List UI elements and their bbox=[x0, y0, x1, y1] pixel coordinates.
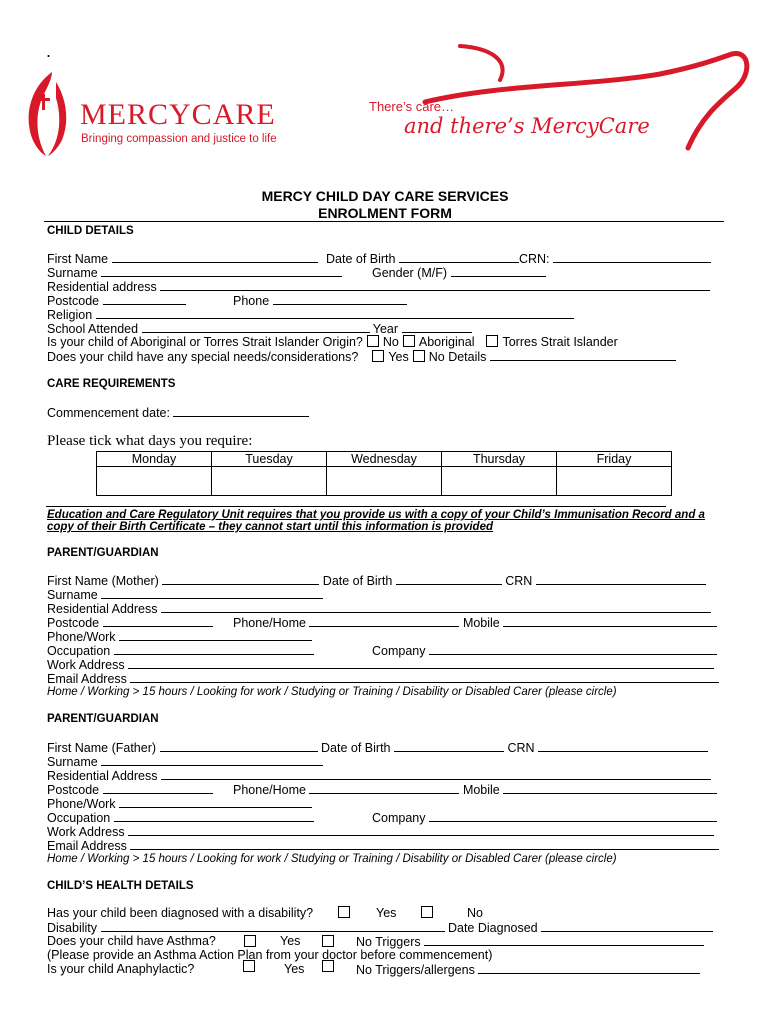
father-phone-home-field[interactable] bbox=[309, 782, 459, 794]
mother-first-name-label: First Name (Mother) bbox=[47, 574, 159, 588]
anaphylactic-yes-checkbox[interactable] bbox=[243, 960, 255, 972]
father-work-address-label: Work Address bbox=[47, 825, 125, 839]
child-crn-field[interactable] bbox=[553, 251, 711, 263]
child-postcode-field[interactable] bbox=[103, 293, 186, 305]
asthma-question: Does your child have Asthma? bbox=[47, 934, 216, 948]
mother-surname-field[interactable] bbox=[101, 587, 323, 599]
title-divider bbox=[44, 221, 724, 222]
child-school-field[interactable] bbox=[142, 321, 370, 333]
health-heading: CHILD’S HEALTH DETAILS bbox=[47, 880, 194, 892]
asthma-note: (Please provide an Asthma Action Plan from your doctor before commencement) bbox=[47, 948, 493, 962]
father-first-name-field[interactable] bbox=[160, 740, 318, 752]
father-postcode-field[interactable] bbox=[103, 782, 213, 794]
day-tick-cell[interactable] bbox=[97, 467, 212, 496]
mercycare-logo-icon bbox=[22, 68, 74, 158]
asthma-triggers-field[interactable] bbox=[424, 934, 704, 946]
anaphylactic-triggers-field[interactable] bbox=[478, 962, 700, 974]
child-address-field[interactable] bbox=[160, 279, 710, 291]
father-dob-field[interactable] bbox=[394, 740, 504, 752]
disability-question: Has your child been diagnosed with a disability? bbox=[47, 906, 314, 920]
day-tick-cell[interactable] bbox=[557, 467, 672, 496]
mother-status-circle[interactable]: Home / Working > 15 hours / Looking for work / Studying or Training / Disability or Disabled Carer (please circle) bbox=[47, 686, 617, 698]
logo-name: MERCYCARE bbox=[80, 98, 276, 131]
mother-email-label: Email Address bbox=[47, 672, 127, 686]
mother-email-field[interactable] bbox=[130, 671, 719, 683]
child-crn-label: CRN: bbox=[518, 252, 550, 266]
days-prompt: Please tick what days you require: bbox=[47, 433, 253, 449]
child-postcode-label: Postcode bbox=[47, 294, 100, 308]
aboriginal-no-checkbox[interactable] bbox=[367, 335, 379, 347]
mother-phone-work-label: Phone/Work bbox=[47, 630, 116, 644]
torres-label: Torres Strait Islander bbox=[502, 335, 618, 349]
aboriginal-label: Aboriginal bbox=[418, 335, 475, 349]
logo-tagline: Bringing compassion and justice to life bbox=[81, 133, 277, 145]
child-religion-field[interactable] bbox=[96, 307, 574, 319]
child-address-label: Residential address bbox=[47, 280, 157, 294]
special-yes-checkbox[interactable] bbox=[372, 350, 384, 362]
form-title: MERCY CHILD DAY CARE SERVICES bbox=[261, 188, 509, 204]
regulatory-notice-line2: copy of their Birth Certificate – they cannot start until this information is provided bbox=[47, 521, 493, 533]
child-first-name-field[interactable] bbox=[112, 251, 318, 263]
mother-company-field[interactable] bbox=[429, 643, 717, 655]
day-header: Friday bbox=[557, 452, 672, 467]
mother-postcode-field[interactable] bbox=[103, 615, 213, 627]
mother-phone-work-field[interactable] bbox=[119, 629, 312, 641]
date-diagnosed-label: Date Diagnosed bbox=[447, 921, 538, 935]
aboriginal-checkbox[interactable] bbox=[403, 335, 415, 347]
asthma-no-label: No bbox=[356, 935, 372, 949]
father-mobile-field[interactable] bbox=[503, 782, 717, 794]
father-surname-field[interactable] bbox=[101, 754, 323, 766]
disability-yes-label: Yes bbox=[376, 906, 397, 920]
mother-mobile-label: Mobile bbox=[462, 616, 500, 630]
father-work-address-field[interactable] bbox=[128, 824, 714, 836]
child-heading: CHILD DETAILS bbox=[47, 225, 134, 237]
asthma-yes-label: Yes bbox=[280, 934, 301, 948]
disability-label: Disability bbox=[47, 921, 98, 935]
day-header: Wednesday bbox=[327, 452, 442, 467]
father-phone-work-label: Phone/Work bbox=[47, 797, 116, 811]
day-header: Monday bbox=[97, 452, 212, 467]
father-surname-label: Surname bbox=[47, 755, 98, 769]
mother-occupation-label: Occupation bbox=[47, 644, 111, 658]
day-header: Thursday bbox=[442, 452, 557, 467]
child-first-name-label: First Name bbox=[47, 252, 109, 266]
mother-crn-label: CRN bbox=[505, 574, 533, 588]
mother-address-field[interactable] bbox=[161, 601, 711, 613]
special-no-label: No bbox=[428, 350, 445, 364]
father-heading: PARENT/GUARDIAN bbox=[47, 713, 159, 725]
mother-phone-home-field[interactable] bbox=[309, 615, 459, 627]
mother-postcode-label: Postcode bbox=[47, 616, 100, 630]
date-diagnosed-field[interactable] bbox=[541, 920, 713, 932]
child-year-field[interactable] bbox=[402, 321, 472, 333]
father-company-field[interactable] bbox=[429, 810, 717, 822]
aboriginal-question: Is your child of Aboriginal or Torres Strait Islander Origin? bbox=[47, 335, 363, 349]
mother-first-name-field[interactable] bbox=[162, 573, 319, 585]
section-divider bbox=[46, 506, 666, 507]
asthma-triggers-label: Triggers bbox=[375, 935, 421, 949]
slogan-line2: and there’s MercyCare bbox=[404, 114, 650, 138]
slogan-line1: There’s care… bbox=[369, 99, 455, 114]
father-email-label: Email Address bbox=[47, 839, 127, 853]
child-year-label: Year bbox=[372, 322, 399, 336]
mother-dob-label: Date of Birth bbox=[322, 574, 393, 588]
disability-field[interactable] bbox=[101, 920, 445, 932]
disability-no-label: No bbox=[467, 906, 483, 920]
father-occupation-label: Occupation bbox=[47, 811, 111, 825]
child-surname-field[interactable] bbox=[101, 265, 342, 277]
child-gender-field[interactable] bbox=[451, 265, 546, 277]
father-address-label: Residential Address bbox=[47, 769, 158, 783]
mother-occupation-field[interactable] bbox=[114, 643, 314, 655]
form-subtitle: ENROLMENT FORM bbox=[318, 205, 452, 221]
mother-surname-label: Surname bbox=[47, 588, 98, 602]
father-status-circle[interactable]: Home / Working > 15 hours / Looking for work / Studying or Training / Disability or Disabled Carer (please circle) bbox=[47, 853, 617, 865]
aboriginal-no-label: No bbox=[382, 335, 399, 349]
father-phone-home-label: Phone/Home bbox=[233, 783, 306, 797]
mother-work-address-label: Work Address bbox=[47, 658, 125, 672]
father-email-field[interactable] bbox=[130, 838, 719, 850]
mother-phone-home-label: Phone/Home bbox=[233, 616, 306, 630]
anaphylactic-no-label: No bbox=[356, 963, 372, 977]
child-phone-field[interactable] bbox=[273, 293, 407, 305]
special-no-checkbox[interactable] bbox=[413, 350, 425, 362]
asthma-yes-checkbox[interactable] bbox=[244, 935, 256, 947]
mother-dob-field[interactable] bbox=[396, 573, 502, 585]
father-company-label: Company bbox=[372, 811, 426, 825]
father-mobile-label: Mobile bbox=[462, 783, 500, 797]
father-crn-field[interactable] bbox=[538, 740, 708, 752]
care-heading: CARE REQUIREMENTS bbox=[47, 378, 176, 390]
child-surname-label: Surname bbox=[47, 266, 98, 280]
mother-mobile-field[interactable] bbox=[503, 615, 717, 627]
special-details-field[interactable] bbox=[490, 349, 676, 361]
father-first-name-label: First Name (Father) bbox=[47, 741, 157, 755]
father-postcode-label: Postcode bbox=[47, 783, 100, 797]
special-needs-question: Does your child have any special needs/considerations? bbox=[47, 350, 359, 364]
father-address-field[interactable] bbox=[161, 768, 711, 780]
child-gender-label: Gender (M/F) bbox=[372, 266, 448, 280]
torres-checkbox[interactable] bbox=[486, 335, 498, 347]
special-details-label: Details bbox=[448, 350, 487, 364]
mother-heading: PARENT/GUARDIAN bbox=[47, 547, 159, 559]
disability-no-checkbox[interactable] bbox=[421, 906, 433, 918]
disability-yes-checkbox[interactable] bbox=[338, 906, 350, 918]
day-tick-cell[interactable] bbox=[442, 467, 557, 496]
asthma-no-checkbox[interactable] bbox=[322, 935, 334, 947]
father-dob-label: Date of Birth bbox=[321, 741, 391, 755]
child-religion-label: Religion bbox=[47, 308, 93, 322]
day-tick-cell[interactable] bbox=[327, 467, 442, 496]
child-school-label: School Attended bbox=[47, 322, 139, 336]
anaphylactic-triggers-label: Triggers/allergens bbox=[375, 963, 475, 977]
commencement-label: Commencement date: bbox=[47, 406, 170, 420]
mother-address-label: Residential Address bbox=[47, 602, 158, 616]
mother-company-label: Company bbox=[372, 644, 426, 658]
father-crn-label: CRN bbox=[507, 741, 535, 755]
mother-crn-field[interactable] bbox=[536, 573, 706, 585]
child-phone-label: Phone bbox=[233, 294, 270, 308]
anaphylactic-yes-label: Yes bbox=[284, 962, 305, 976]
father-phone-work-field[interactable] bbox=[119, 796, 312, 808]
anaphylactic-question: Is your child Anaphylactic? bbox=[47, 962, 195, 976]
stray-dot: . bbox=[46, 41, 52, 61]
child-dob-label: Date of Birth bbox=[326, 252, 396, 266]
regulatory-notice-line1: Education and Care Regulatory Unit requires that you provide us with a copy of your Child’s Immunisation Record and a bbox=[47, 509, 705, 521]
special-yes-label: Yes bbox=[388, 350, 409, 364]
day-tick-cell[interactable] bbox=[212, 467, 327, 496]
commencement-field[interactable] bbox=[173, 405, 309, 417]
mother-work-address-field[interactable] bbox=[128, 657, 714, 669]
day-header: Tuesday bbox=[212, 452, 327, 467]
days-table bbox=[96, 451, 672, 496]
child-dob-field[interactable] bbox=[399, 251, 519, 263]
father-occupation-field[interactable] bbox=[114, 810, 314, 822]
anaphylactic-no-checkbox[interactable] bbox=[322, 960, 334, 972]
